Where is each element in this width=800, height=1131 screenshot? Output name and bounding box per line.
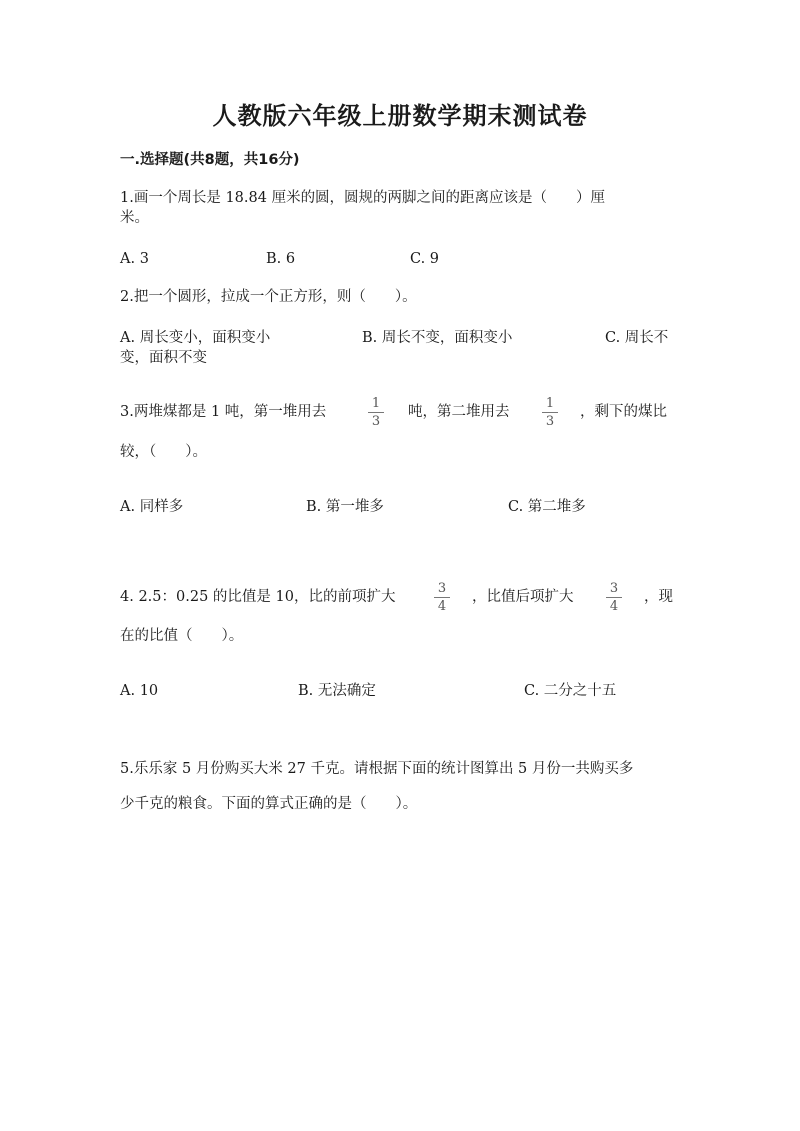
question-4-fraction-2 xyxy=(606,581,622,614)
fraction-bar xyxy=(368,412,384,413)
fraction-numerator: 1 xyxy=(545,396,555,411)
question-5-line-2: 少千克的粮食。下面的算式正确的是（ ）。 xyxy=(120,796,418,812)
section-heading: 一.选择题(共8题，共16分) xyxy=(120,152,300,168)
fraction-denominator: 3 xyxy=(545,414,555,429)
question-3-fraction-1 xyxy=(368,396,384,429)
question-2-option-a: A. 周长变小，面积变小 xyxy=(120,330,271,346)
fraction-numerator: 3 xyxy=(437,581,447,596)
question-4-text-part-2: ，比值后项扩大 xyxy=(472,589,574,605)
question-3-option-a: A. 同样多 xyxy=(120,499,184,515)
question-3-text-part-2: 吨，第二堆用去 xyxy=(408,404,510,420)
question-2-line-1: 2.把一个圆形，拉成一个正方形，则（ ）。 xyxy=(120,289,417,305)
question-3-option-b: B. 第一堆多 xyxy=(306,499,384,515)
fraction-bar xyxy=(606,597,622,598)
question-3-text-part-1: 3.两堆煤都是 1 吨，第一堆用去 xyxy=(120,404,327,420)
question-4-line-2: 在的比值（ ）。 xyxy=(120,628,244,644)
question-4-option-a: A. 10 xyxy=(120,683,159,699)
fraction-bar xyxy=(542,412,558,413)
question-1-option-a: A. 3 xyxy=(120,251,149,267)
question-2-option-c-continued: 变，面积不变 xyxy=(120,350,207,366)
question-5-line-1: 5.乐乐家 5 月份购买大米 27 千克。请根据下面的统计图算出 5 月份一共购买多 xyxy=(120,761,634,777)
fraction-bar xyxy=(434,597,450,598)
question-1-option-b: B. 6 xyxy=(266,251,296,267)
fraction-numerator: 1 xyxy=(371,396,381,411)
question-3-option-c: C. 第二堆多 xyxy=(508,499,586,515)
question-4-text-part-1: 4. 2.5：0.25 的比值是 10，比的前项扩大 xyxy=(120,589,396,605)
question-4-fraction-1 xyxy=(434,581,450,614)
question-1-option-c: C. 9 xyxy=(410,251,440,267)
question-2-option-c: C. 周长不 xyxy=(605,330,669,346)
question-1-line-1: 1.画一个周长是 18.84 厘米的圆，圆规的两脚之间的距离应该是（ ）厘 xyxy=(120,190,606,206)
question-4-option-b: B. 无法确定 xyxy=(298,683,376,699)
question-1-line-2: 米。 xyxy=(120,210,149,226)
page-title: 人教版六年级上册数学期末测试卷 xyxy=(212,102,588,130)
question-3-line-2: 较，（ ）。 xyxy=(120,444,207,460)
fraction-denominator: 4 xyxy=(437,599,447,614)
question-3-text-part-3: ，剩下的煤比 xyxy=(580,404,667,420)
fraction-numerator: 3 xyxy=(609,581,619,596)
question-3-fraction-2 xyxy=(542,396,558,429)
question-2-option-b: B. 周长不变，面积变小 xyxy=(362,330,513,346)
fraction-denominator: 4 xyxy=(609,599,619,614)
question-4-text-part-3: ，现 xyxy=(644,589,673,605)
fraction-denominator: 3 xyxy=(371,414,381,429)
question-4-option-c: C. 二分之十五 xyxy=(524,683,617,699)
